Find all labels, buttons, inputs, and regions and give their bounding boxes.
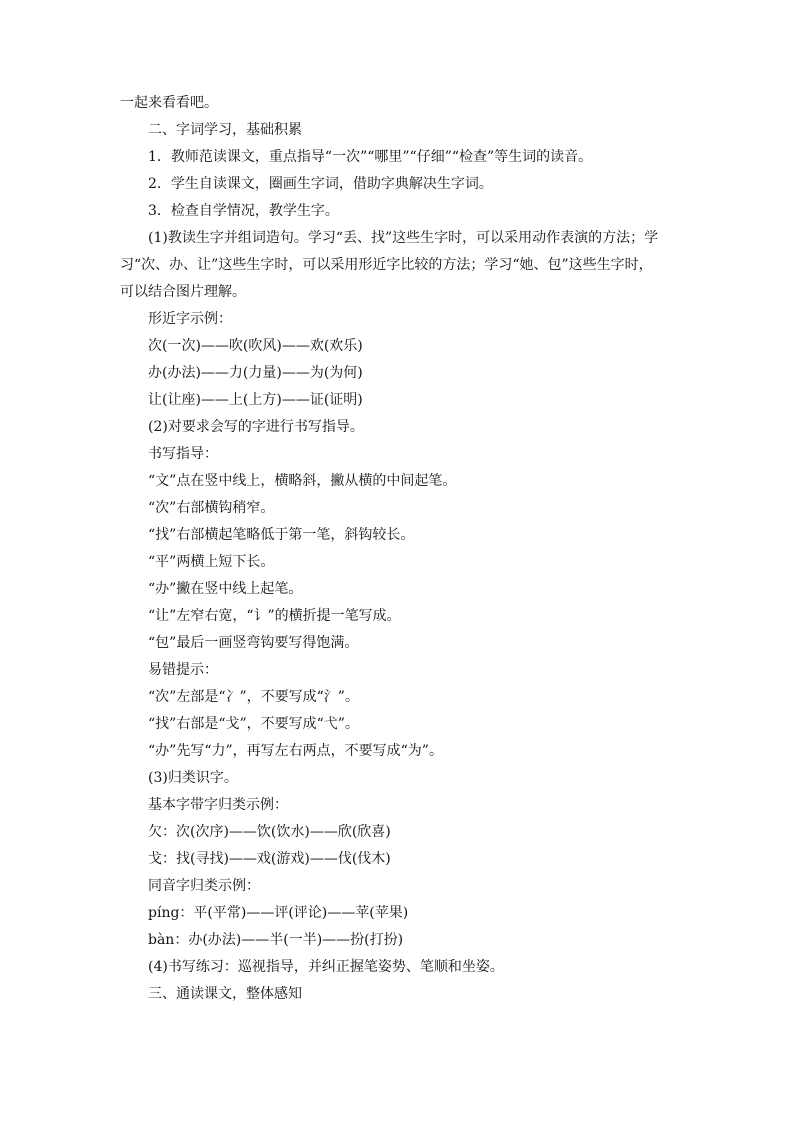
guide-line: “文”点在竖中线上，横略斜，撇从横的中间起笔。 (148, 473, 457, 489)
text-line: (1)教读生字并组词造句。学习“丢、找”这些生字时，可以采用动作表演的方法；学 (148, 230, 659, 246)
subheading: 形近字示例： (148, 311, 232, 327)
text-line: 可以结合图片理解。 (120, 284, 246, 300)
text-line: 2．学生自读课文，圈画生字词，借助字典解决生字词。 (148, 176, 493, 192)
text-line: 1．教师范读课文，重点指导“一次”“哪里”“仔细”“检查”等生词的读音。 (148, 149, 593, 165)
example-line: 让(让座)——上(上方)——证(证明) (148, 392, 363, 408)
example-line: píng：平(平常)——评(评论)——苹(苹果) (148, 905, 409, 921)
tip-line: “次”左部是“冫”，不要写成“氵”。 (148, 689, 359, 705)
tip-line: “办”先写“力”，再写左右两点，不要写成“为”。 (148, 743, 443, 759)
example-line: 次(一次)——吹(吹风)——欢(欢乐) (148, 338, 363, 354)
guide-line: “办”撇在竖中线上起笔。 (148, 581, 303, 597)
guide-line: “让”左窄右宽，“讠”的横折提一笔写成。 (148, 608, 401, 624)
text-line: (2)对要求会写的字进行书写指导。 (148, 419, 364, 435)
subheading: 易错提示： (148, 662, 218, 678)
text-line: (4)书写练习：巡视指导，并纠正握笔姿势、笔顺和坐姿。 (148, 959, 504, 975)
subheading: 同音字归类示例： (148, 878, 260, 894)
guide-line: “找”右部横起笔略低于第一笔，斜钩较长。 (148, 527, 415, 543)
example-line: bàn：办(办法)——半(一半)——扮(打扮) (148, 932, 404, 948)
tip-line: “找”右部是“戈”，不要写成“弋”。 (148, 716, 359, 732)
text-line: (3)归类识字。 (148, 770, 238, 786)
subheading: 基本字带字归类示例： (148, 797, 288, 813)
text-line: 习“次、办、让”这些生字时，可以采用形近字比较的方法；学习“她、包”这些生字时， (120, 257, 653, 273)
guide-line: “包”最后一画竖弯钩要写得饱满。 (148, 635, 359, 651)
guide-line: “平”两横上短下长。 (148, 554, 275, 570)
example-line: 戈：找(寻找)——戏(游戏)——伐(伐木) (148, 851, 391, 867)
subheading: 书写指导： (148, 446, 218, 462)
example-line: 办(办法)——力(力量)——为(为何) (148, 365, 363, 381)
guide-line: “次”右部横钩稍窄。 (148, 500, 275, 516)
example-line: 欠：次(次序)——饮(饮水)——欣(欣喜) (148, 824, 391, 840)
text-line: 3．检查自学情况，教学生字。 (148, 203, 339, 219)
section-heading: 二、字词学习，基础积累 (148, 122, 302, 138)
text-line: 一起来看看吧。 (120, 95, 218, 111)
section-heading: 三、通读课文，整体感知 (148, 986, 302, 1002)
